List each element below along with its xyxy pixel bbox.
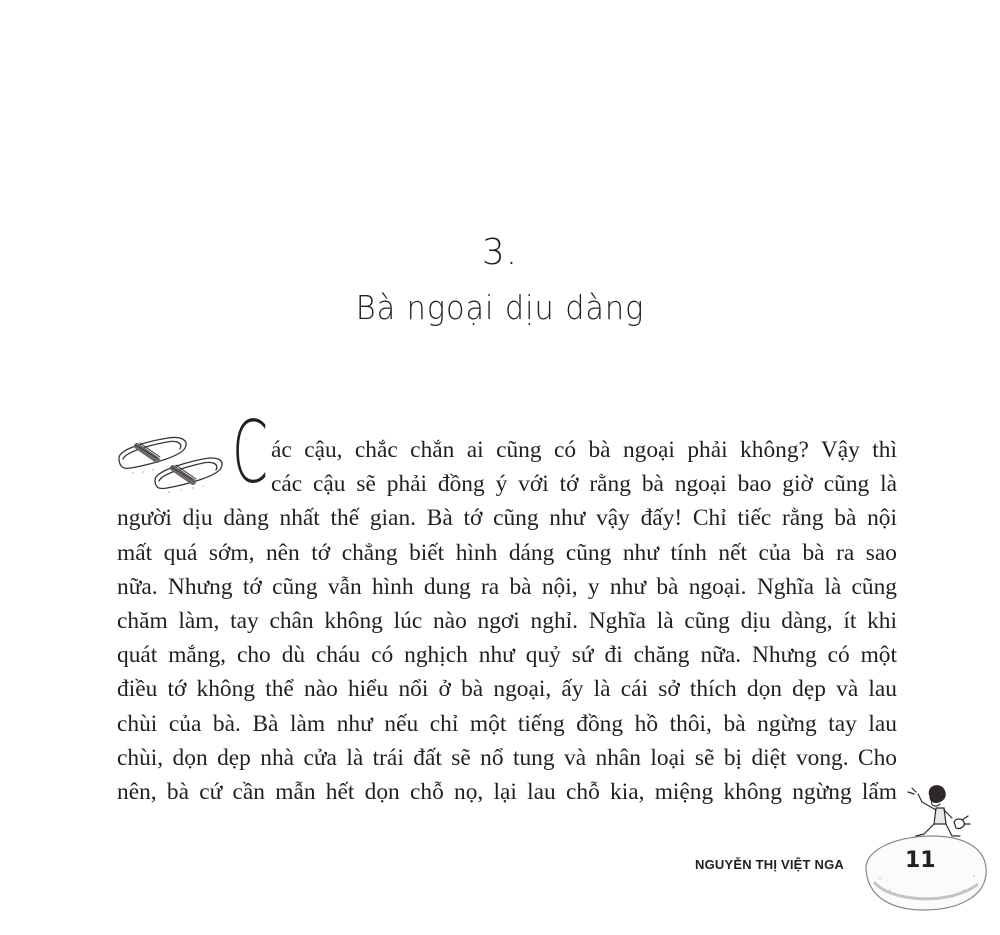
body-line: người dịu dàng nhất thế gian. Bà tớ cũng như vậy đấy! Chỉ tiếc rằng bà nội bbox=[117, 505, 897, 532]
body-line: nên, bà cứ cần mẫn hết dọn chỗ nọ, lại lau chỗ kia, miệng không ngừng lẩm bbox=[117, 779, 897, 806]
body-paragraph bbox=[117, 433, 897, 809]
footer-author: NGUYỄN THỊ VIỆT NGA bbox=[695, 857, 844, 872]
body-line: mất quá sớm, nên tớ chẳng biết hình dáng cũng như tính nết của bà ra sao bbox=[117, 539, 897, 566]
body-line: ác cậu, chắc chắn ai cũng có bà ngoại phải không? Vậy thì bbox=[271, 437, 897, 463]
body-line: điều tớ không thể nào hiểu nổi ở bà ngoại, ấy là cái sở thích dọn dẹp và lau bbox=[117, 676, 897, 703]
chapter-number: 3. bbox=[481, 232, 519, 273]
drop-cap: C bbox=[232, 403, 269, 503]
body-line: chùi, dọn dẹp nhà cửa là trái đất sẽ nổ tung và nhân loại sẽ bị diệt vong. Cho bbox=[117, 744, 897, 771]
body-line: quát mắng, cho dù cháu có nghịch như quỷ sứ đi chăng nữa. Nhưng có một bbox=[117, 642, 897, 669]
body-line: chùi của bà. Bà làm như nếu chỉ một tiếng đồng hồ thôi, bà ngừng tay lau bbox=[117, 710, 897, 737]
body-line: các cậu sẽ phải đồng ý với tớ rằng bà ngoại bao giờ cũng là bbox=[271, 471, 897, 498]
body-line: chăm làm, tay chân không lúc nào ngơi nghỉ. Nghĩa là cũng dịu dàng, ít khi bbox=[117, 608, 897, 635]
body-line: nữa. Nhưng tớ cũng vẫn hình dung ra bà nội, y như bà ngoại. Nghĩa là cũng bbox=[117, 573, 897, 600]
page-number: 11 bbox=[905, 848, 936, 873]
chapter-title: Bà ngoại dịu dàng bbox=[355, 288, 645, 327]
